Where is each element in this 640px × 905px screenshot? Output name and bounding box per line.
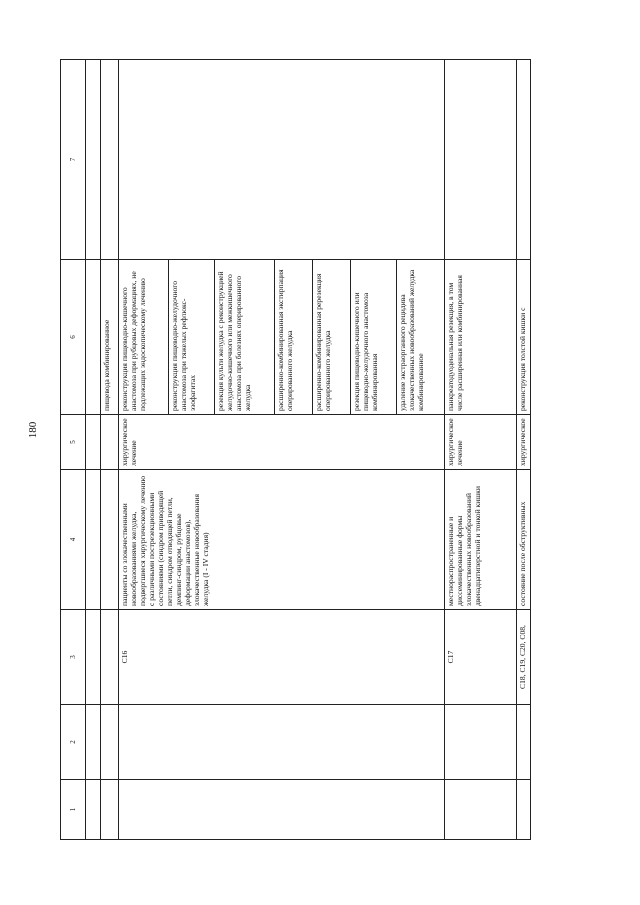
rotated-page [27,60,565,840]
treatment-type-cell: хирургическое [517,415,531,470]
col7-cell [101,60,119,260]
column-header-2: 2 [61,705,86,780]
table-row [101,60,119,840]
method-cell: расширенно-комбинированная ререзекция оперированного желудка [313,260,351,415]
table-row [119,60,169,840]
patient-model-cell: пациенты со злокачественными новообразованиями желудка, подвергшиеся хирургическому лечению с различными пострезекционными состояниями (синдром приводящей петли, синдром отводящей петли, демпинг-синдром, рубцовые деформации анастомозов), злокачественные новообразования желудка (I - IV стадия) [119,470,445,610]
column-header-5: 5 [61,415,86,470]
column-number-row [61,60,86,840]
column-header-7: 7 [61,60,86,260]
patient-model-cell: местнораспространенные и диссеминированные формы злокачественных новообразований двенадцатиперстной и тонкой кишки [445,470,517,610]
page-number: 180 [27,421,39,439]
icd-code-cell: C17 [445,610,517,705]
column-header-4: 4 [61,470,86,610]
col1-cell [445,780,517,840]
method-cell: удаление экстраорганного рецидива злокачественных новообразований желудка комбинированное [397,260,445,415]
method-cell: реконструкция пищеводно-кишечного анастомоза при рубцовых деформациях, не подлежащих эндоскопическому лечению [119,260,169,415]
table-row [445,60,517,840]
col2-cell [445,705,517,780]
col7-cell [445,60,517,260]
icd-code-cell [101,610,119,705]
patient-model-cell [101,470,119,610]
col1-cell [101,780,119,840]
col7-cell [119,60,445,260]
method-cell: пищевода комбинированное [101,260,119,415]
icd-code-cell: C18, C19, C20, C08, [517,610,531,705]
separator-row [86,60,101,840]
column-header-3: 3 [61,610,86,705]
table-row [517,60,531,840]
column-header-1: 1 [61,780,86,840]
treatment-type-cell [101,415,119,470]
method-cell: реконструкция пищеводно-желудочного анастомоза при тяжелых рефлюкс-эзофагитах [169,260,215,415]
procedures-table [60,59,531,840]
col1-cell [517,780,531,840]
method-cell: резекция пищеводно-кишечного или пищеводно-желудочного анастомоза комбинированная [351,260,397,415]
col2-cell [119,705,445,780]
treatment-type-cell: хирургическое лечение [445,415,517,470]
method-cell: реконструкция толстой кишки с [517,260,531,415]
icd-code-cell: C16 [119,610,445,705]
col1-cell [119,780,445,840]
col2-cell [517,705,531,780]
col7-cell [517,60,531,260]
method-cell: резекция культи желудка с реконструкцией желудочно-кишечного или межкишечного анастомоза при болезнях оперированного желудка [215,260,275,415]
column-header-6: 6 [61,260,86,415]
method-cell: расширенно-комбинированная экстирпация оперированного желудка [275,260,313,415]
method-cell: панкреатодуоденальная резекция, в том числе расширенная или комбинированная [445,260,517,415]
patient-model-cell: состояние после обструктивных [517,470,531,610]
col2-cell [101,705,119,780]
treatment-type-cell: хирургическое лечение [119,415,445,470]
